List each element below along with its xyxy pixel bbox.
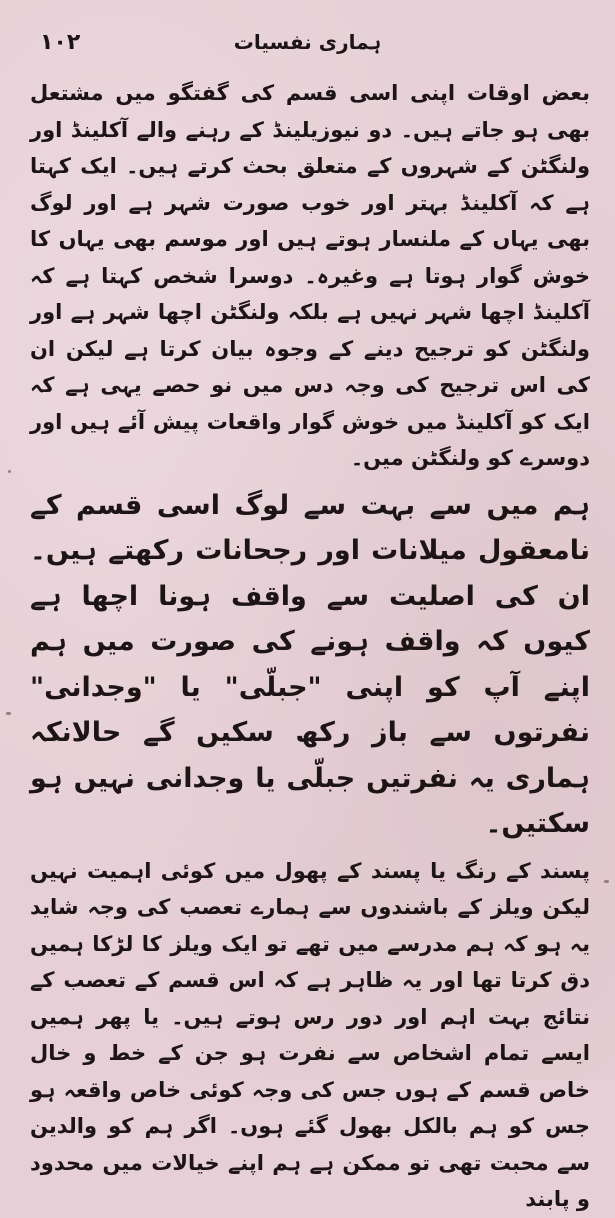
page-header <box>0 22 615 62</box>
page-speck <box>604 880 609 883</box>
body-text <box>30 75 590 1218</box>
page-speck <box>8 470 11 473</box>
page-speck <box>6 712 11 715</box>
paragraph-2: ہم میں سے بہت سے لوگ اسی قسم کے نامعقول میلانات اور رجحانات رکھتے ہیں۔ ان کی اصلیت سے واقف ہونا اچھا ہے کیوں کہ واقف ہونے کی صورت میں ہم اپنے آپ کو اپنی "جبلّی" یا "وجدانی" نفرتوں سے باز رکھ سکیں گے حالانکہ ہماری یہ نفرتیں جبلّی یا وجدانی نہیں ہو سکتیں۔ <box>30 489 590 839</box>
page-number: ١٠٢ <box>40 30 81 55</box>
running-title: ہماری نفسیات <box>233 30 382 54</box>
paragraph-1: بعض اوقات اپنی اسی قسم کی گفتگو میں مشتعل بھی ہو جاتے ہیں۔ دو نیوزیلینڈ کے رہنے والے آکلینڈ اور ولنگٹن کے شہروں کے متعلق بحث کرتے ہیں۔ ایک کہتا ہے کہ آکلینڈ بہتر اور خوب صورت شہر ہے اور لوگ بھی یہاں کے ملنسار ہوتے ہیں اور موسم بھی یہاں کا خوش گوار ہوتا ہے وغیرہ۔ دوسرا شخص کہتا ہے کہ آکلینڈ اچھا شہر نہیں ہے بلکہ ولنگٹن اچھا شہر ہے اور ولنگٹن کو ترجیح دینے کے وجوہ بیان کرتا ہے لیکن ان کی اس ترجیح کی وجہ دس میں نو حصے یہی ہے کہ ایک کو آکلینڈ میں خوش گوار واقعات پیش آئے ہیں اور دوسرے کو ولنگٹن میں۔ <box>30 81 590 470</box>
paragraph-3: پسند کے رنگ یا پسند کے پھول میں کوئی اہمیت نہیں لیکن ویلز کے باشندوں سے ہمارے تعصب کی وجہ شاید یہ ہو کہ ہم مدرسے میں تھے تو ایک ویلز کا لڑکا ہمیں دق کرتا تھا اور یہ ظاہر ہے کہ اس قسم کے تعصب کے نتائج بہت اہم اور دور رس ہوتے ہیں۔ یا پھر ہمیں ایسے تمام اشخاص سے نفرت ہو جن کے خط و خال خاص قسم کے ہوں جس کی وجہ کوئی خاص واقعہ ہو جس کو ہم بالکل بھول گئے ہوں۔ اگر ہم کو والدین سے محبت تھی تو ممکن ہے ہم اپنے خیالات میں محدود و پابند <box>30 858 590 1211</box>
